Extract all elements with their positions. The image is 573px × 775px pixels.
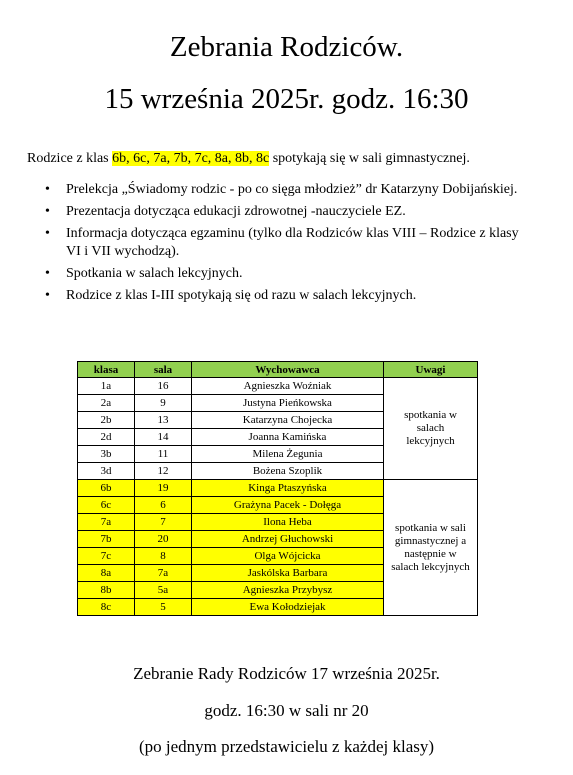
cell-room: 9 — [135, 395, 192, 412]
agenda-item — [41, 225, 531, 261]
cell-teacher: Agnieszka Przybysz — [192, 582, 384, 599]
cell-class: 7b — [78, 531, 135, 548]
cell-note-classrooms: spotkania w salach lekcyjnych — [384, 378, 478, 480]
intro-paragraph — [27, 150, 470, 168]
cell-teacher: Ilona Heba — [192, 514, 384, 531]
intro-text-before: Rodzice z klas — [27, 151, 113, 166]
cell-room: 12 — [135, 463, 192, 480]
cell-room: 20 — [135, 531, 192, 548]
cell-teacher: Kinga Ptaszyńska — [192, 480, 384, 497]
cell-class: 8c — [78, 599, 135, 616]
meeting-date-time: 15 września 2025r. godz. 16:30 — [104, 83, 469, 115]
cell-note-gym: spotkania w sali gimnastycznej a następnie w salach lekcyjnych — [384, 480, 478, 616]
highlighted-classes: 6b, 6c, 7a, 7b, 7c, 8a, 8b, 8c — [112, 151, 270, 166]
cell-room: 5 — [135, 599, 192, 616]
cell-class: 6b — [78, 480, 135, 497]
cell-teacher: Agnieszka Woźniak — [192, 378, 384, 395]
table-row — [78, 480, 478, 497]
cell-teacher: Katarzyna Chojecka — [192, 412, 384, 429]
page-title: Zebrania Rodziców. — [169, 31, 404, 63]
cell-teacher: Grażyna Pacek - Dołęga — [192, 497, 384, 514]
cell-room: 7 — [135, 514, 192, 531]
cell-teacher: Bożena Szoplik — [192, 463, 384, 480]
column-header-room: sala — [135, 362, 192, 378]
cell-class: 2b — [78, 412, 135, 429]
cell-room: 13 — [135, 412, 192, 429]
cell-class: 3b — [78, 446, 135, 463]
bullet-icon: • — [45, 266, 50, 281]
cell-teacher: Justyna Pieńkowska — [192, 395, 384, 412]
bullet-icon: • — [45, 226, 50, 241]
table-row — [78, 378, 478, 395]
agenda-item — [41, 287, 531, 305]
cell-class: 8a — [78, 565, 135, 582]
table-header-row — [78, 362, 478, 378]
cell-teacher: Jaskólska Barbara — [192, 565, 384, 582]
cell-class: 1a — [78, 378, 135, 395]
column-header-teacher: Wychowawca — [192, 362, 384, 378]
cell-class: 6c — [78, 497, 135, 514]
agenda-item — [41, 203, 531, 221]
cell-room: 11 — [135, 446, 192, 463]
bullet-icon: • — [45, 204, 50, 219]
council-meeting-title: Zebranie Rady Rodziców 17 września 2025r. — [133, 664, 440, 683]
column-header-class: klasa — [78, 362, 135, 378]
agenda-item-text: Prelekcja „Świadomy rodzic - po co sięga młodzież” dr Katarzyny Dobijańskiej. — [66, 182, 518, 197]
cell-room: 6 — [135, 497, 192, 514]
council-meeting-time: godz. 16:30 w sali nr 20 — [204, 701, 369, 720]
agenda-item-text: Rodzice z klas I-III spotykają się od razu w salach lekcyjnych. — [66, 288, 417, 303]
class-room-table — [77, 361, 478, 616]
cell-class: 8b — [78, 582, 135, 599]
cell-room: 8 — [135, 548, 192, 565]
cell-teacher: Milena Żegunia — [192, 446, 384, 463]
cell-room: 5a — [135, 582, 192, 599]
cell-teacher: Olga Wójcicka — [192, 548, 384, 565]
agenda-list — [41, 181, 531, 309]
cell-class: 2d — [78, 429, 135, 446]
agenda-item-text: Spotkania w salach lekcyjnych. — [66, 266, 243, 281]
bullet-icon: • — [45, 288, 50, 303]
cell-teacher: Andrzej Głuchowski — [192, 531, 384, 548]
cell-class: 7c — [78, 548, 135, 565]
cell-class: 2a — [78, 395, 135, 412]
council-meeting-note: (po jednym przedstawicielu z każdej klasy) — [138, 737, 435, 756]
agenda-item-text: Informacja dotycząca egzaminu (tylko dla Rodziców klas VIII – Rodzice z klasy VI i VII wychodzą). — [66, 226, 519, 259]
cell-teacher: Ewa Kołodziejak — [192, 599, 384, 616]
agenda-item — [41, 265, 531, 283]
bullet-icon: • — [45, 182, 50, 197]
cell-class: 7a — [78, 514, 135, 531]
column-header-notes: Uwagi — [384, 362, 478, 378]
cell-teacher: Joanna Kamińska — [192, 429, 384, 446]
cell-room: 14 — [135, 429, 192, 446]
cell-class: 3d — [78, 463, 135, 480]
cell-room: 19 — [135, 480, 192, 497]
cell-room: 7a — [135, 565, 192, 582]
cell-room: 16 — [135, 378, 192, 395]
intro-text-after: spotykają się w sali gimnastycznej. — [269, 151, 470, 166]
agenda-item-text: Prezentacja dotycząca edukacji zdrowotnej -nauczyciele EZ. — [66, 204, 406, 219]
agenda-item — [41, 181, 531, 199]
